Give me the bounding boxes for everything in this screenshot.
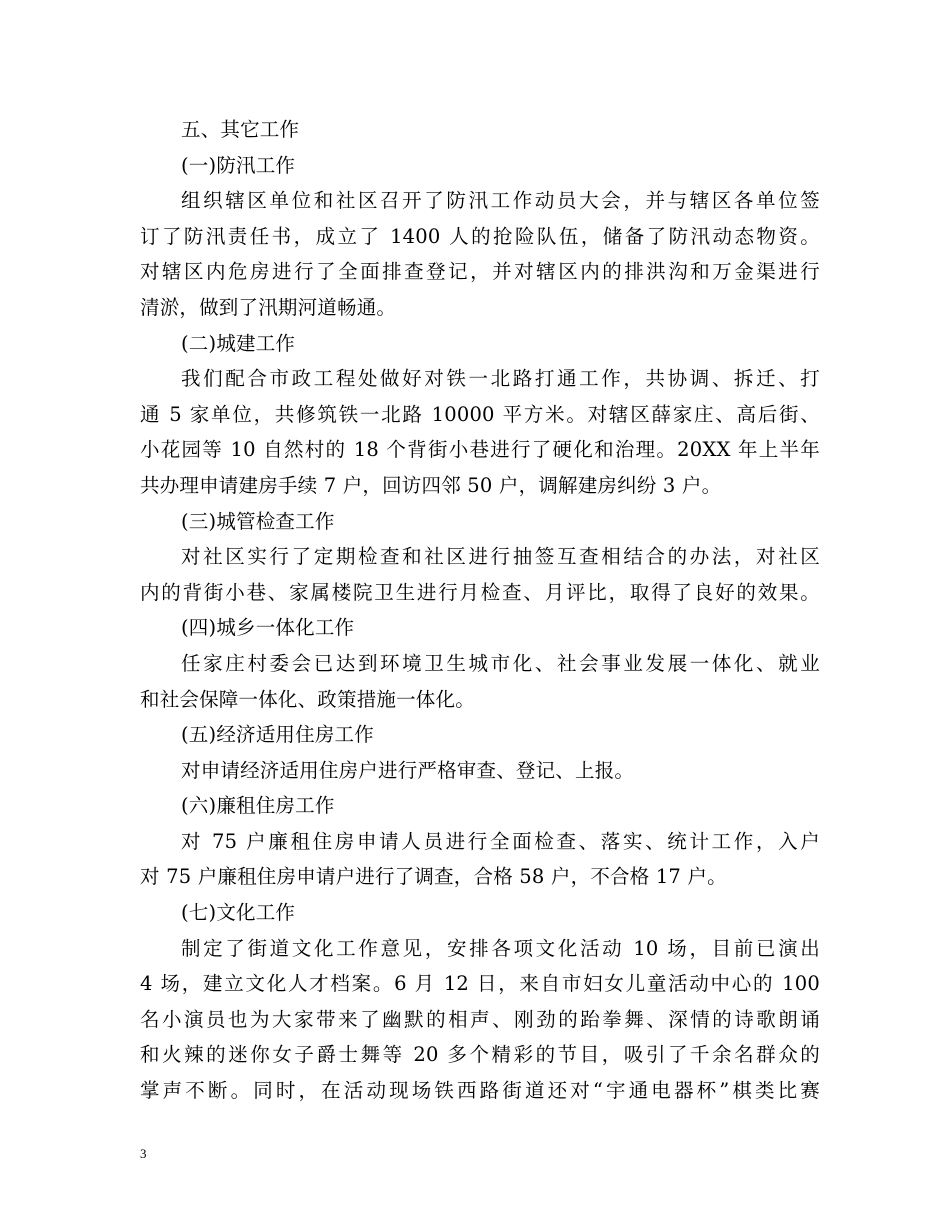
text-line: 通 5 家单位，共修筑铁一北路 10000 平方米。对辖区薛家庄、高后街、 <box>140 402 820 426</box>
text-line: 小花园等 10 自然村的 18 个背街小巷进行了硬化和治理。20XX 年上半年 <box>140 438 820 462</box>
text-line: (二)城建工作 <box>181 331 296 355</box>
text-line: 掌声不断。同时，在活动现场铁西路街道还对“宇通电器杯”棋类比赛 <box>140 1079 820 1103</box>
text-line: 4 场，建立文化人才档案。6 月 12 日，来自市妇女儿童活动中心的 100 <box>140 972 820 996</box>
text-line: 和社会保障一体化、政策措施一体化。 <box>140 687 475 711</box>
document-body <box>140 112 820 1109</box>
text-line: 共办理申请建房手续 7 户，回访四邻 50 户，调解建房纠纷 3 户。 <box>140 473 722 497</box>
text-line: 组织辖区单位和社区召开了防汛工作动员大会，并与辖区各单位签 <box>181 189 820 213</box>
text-line: 对辖区内危房进行了全面排查登记，并对辖区内的排洪沟和万金渠进行 <box>140 260 820 284</box>
text-line: 订了防汛责任书，成立了 1400 人的抢险队伍，储备了防汛动态物资。 <box>140 224 820 248</box>
text-line: (七)文化工作 <box>181 901 296 925</box>
text-line: 对申请经济适用住房户进行严格审查、登记、上报。 <box>181 758 635 782</box>
text-line: 名小演员也为大家带来了幽默的相声、刚劲的跆拳舞、深情的诗歌朗诵 <box>140 1007 820 1031</box>
text-line: 制定了街道文化工作意见，安排各项文化活动 10 场，目前已演出 <box>181 936 820 960</box>
text-line: 五、其它工作 <box>181 118 300 141</box>
text-line: (四)城乡一体化工作 <box>181 616 355 640</box>
text-line: 对社区实行了定期检查和社区进行抽签互查相结合的办法，对社区 <box>181 545 820 569</box>
text-line: (三)城管检查工作 <box>181 509 335 533</box>
text-line: (一)防汛工作 <box>181 153 296 177</box>
page-number: 3 <box>140 1146 147 1161</box>
text-line: 任家庄村委会已达到环境卫生城市化、社会事业发展一体化、就业 <box>181 651 820 675</box>
text-line: 对 75 户廉租住房申请户进行了调查，合格 58 户，不合格 17 户。 <box>140 865 727 889</box>
text-line: 清淤，做到了汛期河道畅通。 <box>140 295 397 319</box>
text-line: (六)廉租住房工作 <box>181 794 335 818</box>
text-line: 和火辣的迷你女子爵士舞等 20 多个精彩的节目，吸引了千余名群众的 <box>140 1043 820 1067</box>
text-line: 对 75 户廉租住房申请人员进行全面检查、落实、统计工作，入户 <box>181 829 820 853</box>
text-line: 内的背街小巷、家属楼院卫生进行月检查、月评比，取得了良好的效果。 <box>140 580 820 604</box>
text-line: 我们配合市政工程处做好对铁一北路打通工作，共协调、拆迁、打 <box>181 367 820 391</box>
text-line: (五)经济适用住房工作 <box>181 723 374 747</box>
